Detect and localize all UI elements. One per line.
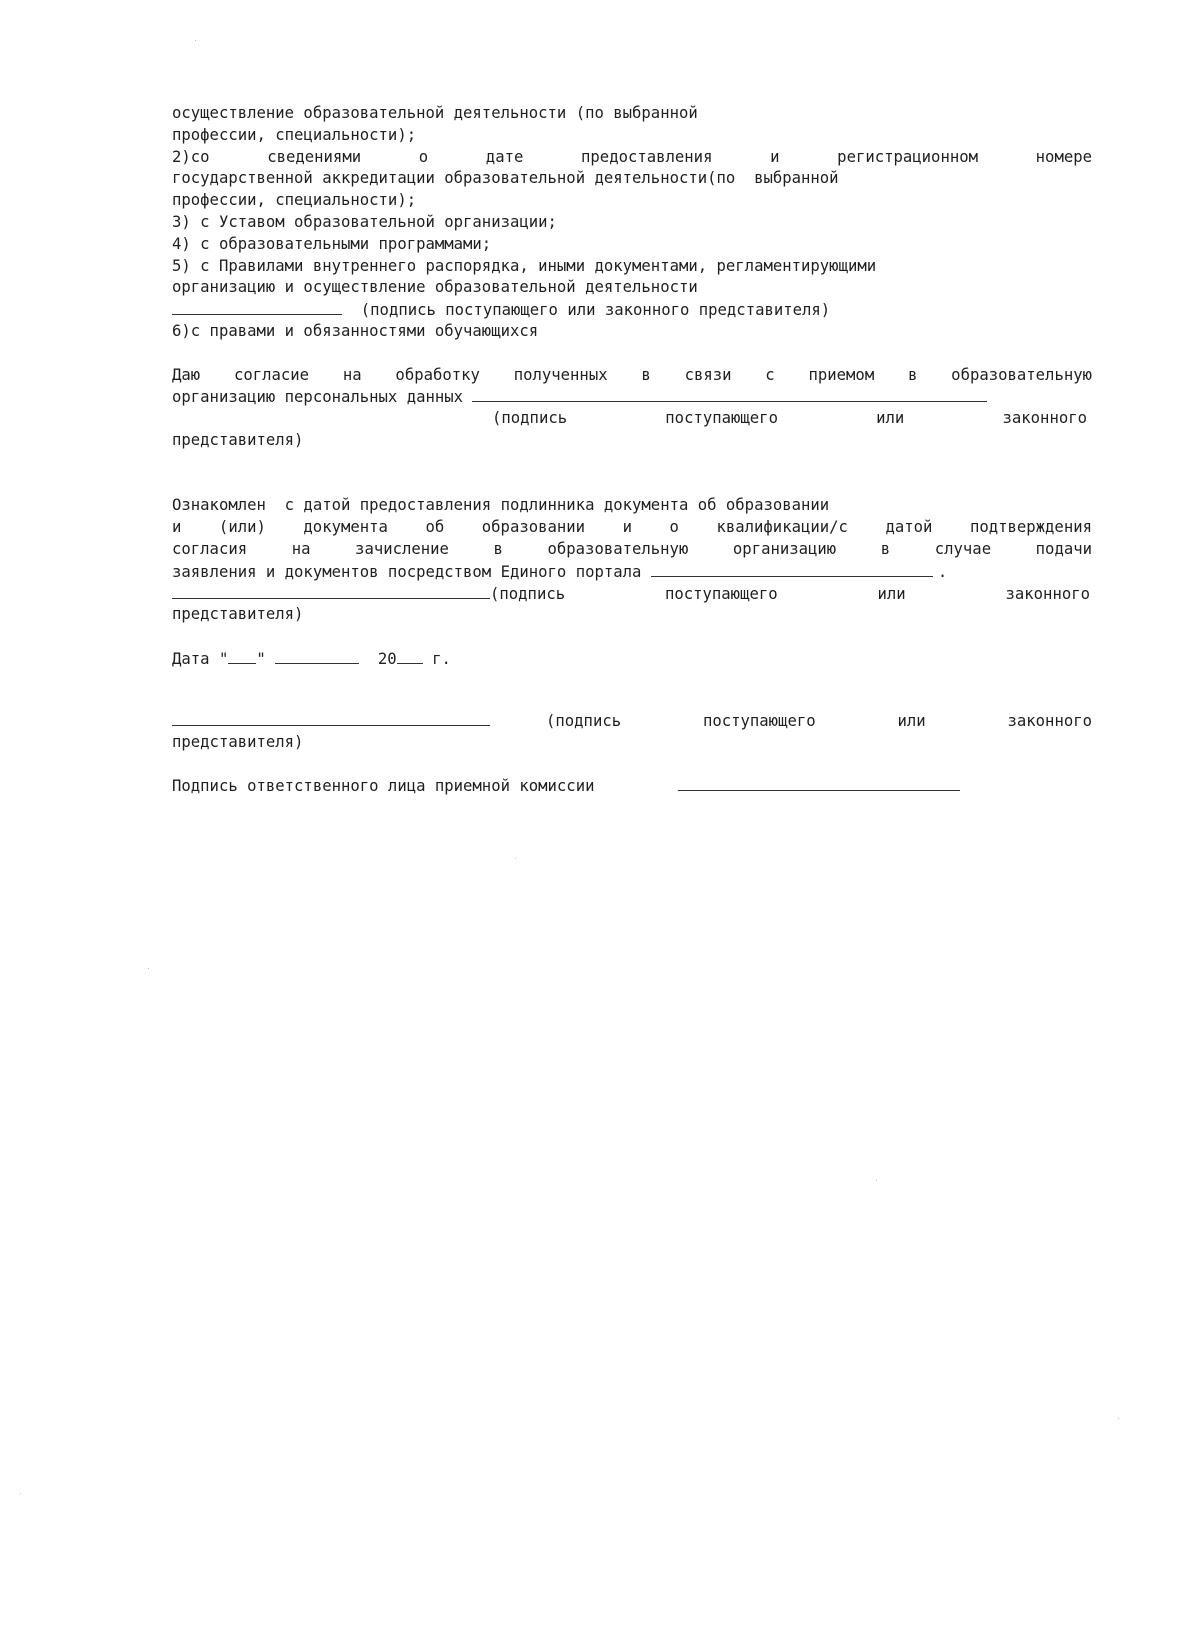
text-line: организацию и осуществление образовательной деятельности [172,278,698,297]
signature-line-1 [172,299,1092,321]
text-line: 6)с правами и обязанностями обучающихся [172,321,539,340]
text-line: профессии, специальности); [172,191,417,210]
month-blank[interactable] [275,648,359,664]
scan-speck [20,1493,21,1494]
year-blank[interactable] [397,648,423,664]
signature-line-2 [172,710,1092,732]
consent-line [172,386,1092,408]
consent-caption: (подпись поступающего или законного [492,409,1087,428]
date-line [172,648,1092,670]
consent-caption-line [172,408,1092,430]
scan-speck [876,1180,877,1181]
signature-caption-cont: представителя) [172,732,304,751]
text-line: 5) с Правилами внутреннего распорядка, иными документами, регламентирующими [172,256,877,275]
consent-line: Даю согласие на обработку полученных в связи с приемом в образовательную [172,365,1092,384]
text-line: профессии, специальности); [172,125,417,144]
quote: " [256,649,266,668]
consent-text: организацию персональных данных [172,388,464,407]
applicant-signature-blank[interactable] [172,710,490,726]
scan-speck [148,968,149,969]
acquainted-caption-line [172,583,1092,605]
day-blank[interactable] [228,648,256,664]
signature-caption: (подпись поступающего или законного представителя) [360,301,831,320]
consent-signature-blank[interactable] [472,386,987,402]
commission-label: Подпись ответственного лица приемной комиссии [172,777,595,796]
text-line: осуществление образовательной деятельности (по выбранной [172,104,698,122]
consent-caption-cont: представителя) [172,430,304,449]
scan-speck [195,40,196,41]
acquainted-caption-cont: представителя) [172,605,304,624]
signature-caption: (подпись поступающего или законного [546,711,1092,730]
acquainted-line [172,561,1092,583]
acquainted-text: заявления и документов посредством Единого портала [172,562,642,581]
document-body [172,103,1092,797]
text-line: 3) с Уставом образовательной организации; [172,212,557,231]
acquainted-line: согласия на зачисление в образовательную организацию в случае подачи [172,539,1092,558]
period: . [937,562,948,581]
commission-signature-blank[interactable] [678,775,960,791]
text-line: 4) с образовательными программами; [172,234,492,253]
text-line: 2)со сведениями о дате предоставления и регистрационном номере [172,147,1092,166]
commission-line [172,775,1092,797]
scan-speck [1118,1418,1119,1419]
portal-date-blank[interactable] [651,561,933,577]
date-label: Дата [172,649,210,668]
scan-speck [515,858,516,859]
acquainted-line: и (или) документа об образовании и о квалификации/с датой подтверждения [172,518,1092,537]
text-line: государственной аккредитации образовательной деятельности(по выбранной [172,169,839,188]
acquainted-signature-blank[interactable] [172,583,490,599]
year-prefix: 20 [377,649,397,668]
quote: " [218,649,229,668]
signature-blank[interactable] [172,299,342,315]
year-suffix: г. [432,649,451,668]
acquainted-caption: (подпись поступающего или законного [490,584,1090,603]
acquainted-line: Ознакомлен с датой предоставления подлинника документа об образовании [172,496,830,515]
